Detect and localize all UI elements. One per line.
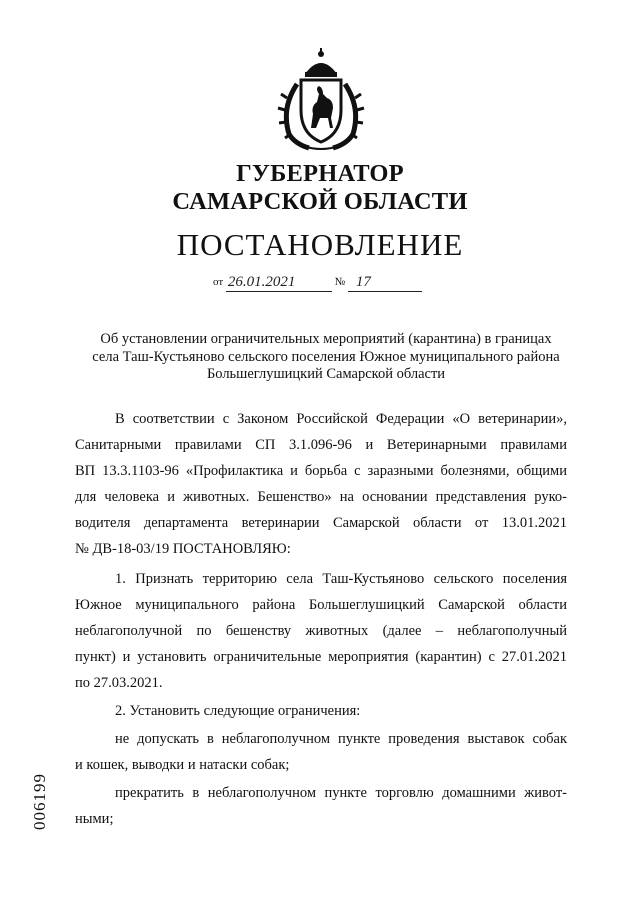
body-line: ВП 13.3.1103-96 «Профилактика и борьба с заразными болезнями, общими (75, 463, 567, 479)
date-number-line (213, 272, 422, 292)
subject-line: Большеглушицкий Самарской области (206, 366, 446, 382)
document-type: ПОСТАНОВЛЕНИЕ (176, 227, 464, 262)
body-line: для человека и животных. Бешенство» на основании представления руко- (75, 489, 567, 505)
body-line: неблагополучной по бешенству животных (далее – неблагополучный (75, 623, 567, 639)
region-title: САМАРСКОЙ ОБЛАСТИ (172, 188, 468, 215)
document-date: 26.01.2021 (226, 274, 332, 292)
registration-stamp-number: 006199 (30, 773, 49, 830)
document-subject (80, 331, 572, 384)
subject-line: Об установлении ограничительных мероприятий (карантина) в границах (100, 331, 552, 347)
samara-coat-of-arms-icon (275, 48, 367, 152)
body-line: В соответствии с Законом Российской Федерации «О ветеринарии», (115, 411, 567, 427)
body-line: ными; (75, 811, 114, 827)
body-line: 2. Установить следующие ограничения: (115, 703, 361, 719)
body-line: Южное муниципального района Большеглушицкий Самарской области (75, 597, 567, 613)
subject-line: села Таш-Кустьяново сельского поселения Южное муниципального района (92, 348, 560, 365)
body-line: Санитарными правилами СП 3.1.096-96 и Ветеринарными правилами (75, 437, 567, 453)
governor-title: ГУБЕРНАТОР (236, 160, 404, 187)
body-line: 1. Признать территорию села Таш-Кустьяново сельского поселения (115, 571, 567, 587)
number-label: № (334, 276, 346, 288)
body-line: водителя департамента ветеринарии Самарской области от 13.01.2021 (75, 515, 567, 531)
body-line: не допускать в неблагополучном пункте проведения выставок собак (115, 731, 567, 747)
document-number: 17 (348, 274, 422, 292)
date-label: от (213, 276, 224, 288)
body-line: по 27.03.2021. (75, 675, 163, 691)
body-line: и кошек, выводки и натаски собак; (75, 757, 290, 773)
body-line: № ДВ-18-03/19 ПОСТАНОВЛЯЮ: (75, 541, 291, 557)
body-line: пункт) и установить ограничительные мероприятия (карантин) с 27.01.2021 (75, 649, 567, 665)
body-line: прекратить в неблагополучном пункте торговлю домашними живот- (115, 785, 567, 801)
